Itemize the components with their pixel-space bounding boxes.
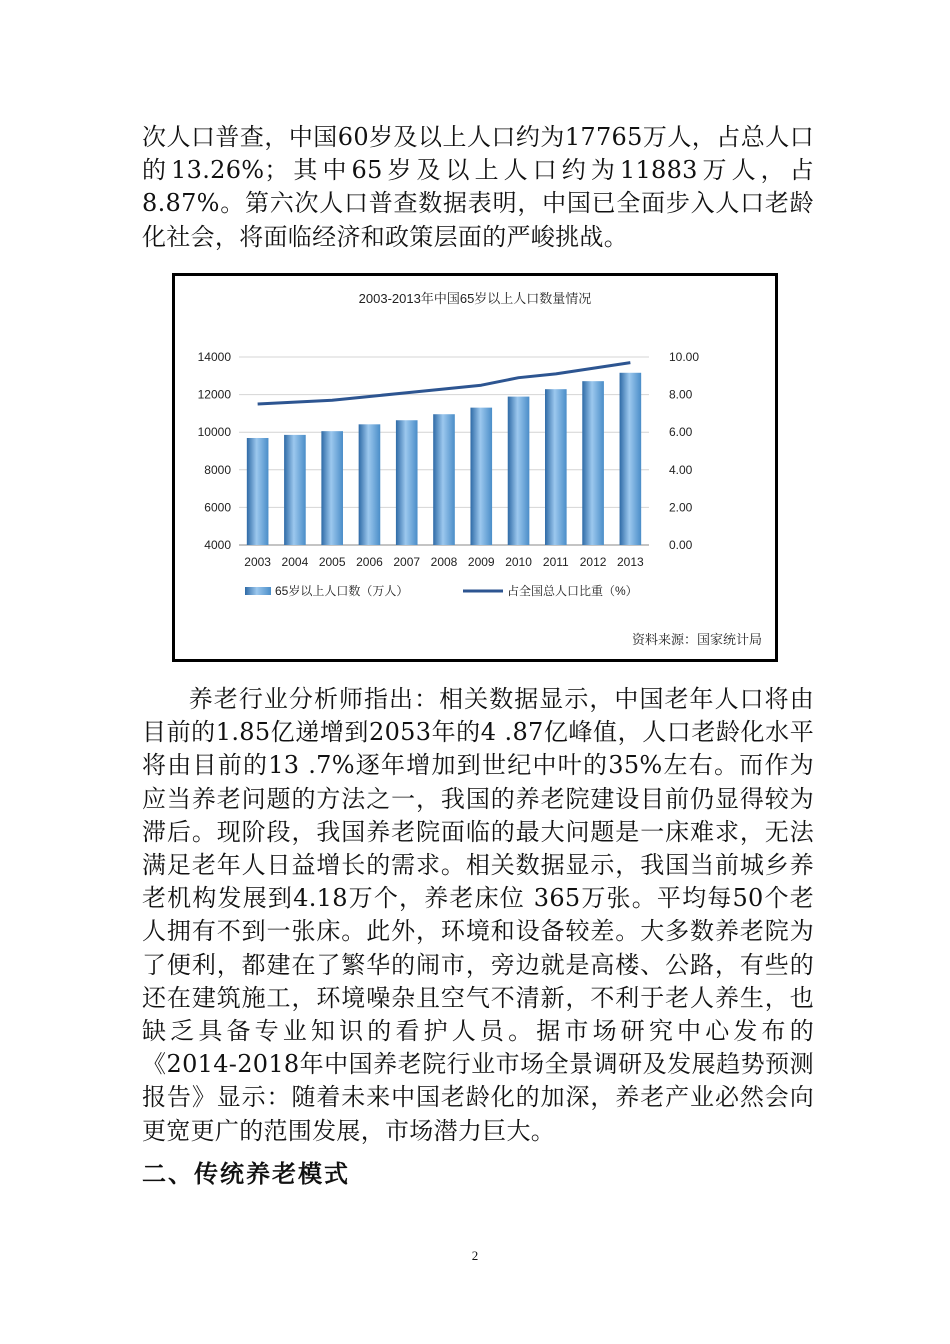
bar <box>321 431 343 545</box>
right-axis-tick-label: 10.00 <box>669 350 700 364</box>
section-heading: 二、传统养老模式 <box>142 1160 350 1188</box>
x-axis-tick-label: 2003 <box>244 555 271 569</box>
x-axis-tick-label: 2008 <box>430 555 458 569</box>
bar <box>470 408 492 545</box>
line-series <box>258 363 631 404</box>
legend-line-label: 占全国总人口比重（%） <box>507 584 638 598</box>
left-axis-tick-label: 4000 <box>204 538 231 552</box>
right-axis-tick-label: 2.00 <box>669 500 693 515</box>
left-axis-tick-label: 6000 <box>204 500 231 515</box>
left-axis-tick-label: 12000 <box>197 387 231 402</box>
bar <box>359 424 381 545</box>
x-axis-tick-label: 2012 <box>579 555 607 569</box>
bar <box>247 438 269 545</box>
left-axis-tick-label: 8000 <box>204 462 231 477</box>
left-axis-ticks <box>198 350 232 552</box>
right-axis-ticks <box>669 350 699 552</box>
right-axis-tick-label: 8.00 <box>669 387 693 402</box>
bar <box>508 397 530 545</box>
chart-legend <box>245 583 638 598</box>
x-axis-ticks <box>244 555 644 569</box>
right-axis-tick-label: 4.00 <box>669 462 693 477</box>
intro-paragraph: 次人口普查，中国60岁及以上人口约为17765万人，占总人口的13.26%；其中65岁及以上人口约为11883万人，占8.87%。第六次人口普查数据表明，中国已全面步入人口老龄化社会，将面临经济和政策层面的严峻挑战。 <box>142 123 814 251</box>
x-axis-tick-label: 2011 <box>542 555 569 569</box>
population-chart <box>175 276 775 659</box>
page-number: 2 <box>471 1248 479 1263</box>
x-axis-tick-label: 2010 <box>505 555 532 569</box>
x-axis-tick-label: 2005 <box>318 555 346 569</box>
left-axis-tick-label: 14000 <box>197 350 231 364</box>
x-axis-tick-label: 2006 <box>356 555 383 569</box>
right-axis-tick-label: 0.00 <box>669 538 693 552</box>
share-line <box>258 363 631 404</box>
x-axis-tick-label: 2004 <box>281 555 309 569</box>
chart-source: 资料来源：国家统计局 <box>631 632 762 647</box>
bar <box>284 435 306 545</box>
bar <box>545 389 567 545</box>
chart-figure <box>172 273 778 662</box>
x-axis-tick-label: 2009 <box>467 555 495 569</box>
bar <box>620 373 642 545</box>
x-axis-tick-label: 2007 <box>393 555 421 569</box>
analysis-paragraph: 养老行业分析师指出：相关数据显示，中国老年人口将由目前的1.85亿递增到2053年的4 .87亿峰值，人口老龄化水平将由目前的13 .7%逐年增加到世纪中叶的35%左右。而作为应当养老问题的方法之一，我国的养老院建设目前仍显得较为滞后。现阶段，我国养老院面临的最大问题是一床难求，无法满足老年人日益增长的需求。相关数据显示，我国当前城乡养老机构发展到4.18万个，养老床位 365万张。平均每50个老人拥有不到一张床。此外，环境和设备较差。大多数养老院为了便利，都建在了繁华的闹市，旁边就是高楼、公路，有些的还在建筑施工，环境噪杂且空气不清新，不利于老人养生，也缺乏具备专业知识的看护人员。据市场研究中心发布的《2014-2018年中国养老院行业市场全景调研及发展趋势预测报告》显示：随着未来中国老龄化的加深，养老产业必然会向更宽更广的范围发展，市场潜力巨大。 <box>142 685 814 1145</box>
right-axis-tick-label: 6.00 <box>669 425 693 440</box>
bar <box>582 381 604 545</box>
bar-series <box>247 373 641 545</box>
bar <box>433 414 455 545</box>
legend-bar-label: 65岁以上人口数（万人） <box>275 584 409 598</box>
chart-title: 2003-2013年中国65岁以上人口数量情况 <box>358 291 592 306</box>
legend-bar-swatch <box>245 587 271 595</box>
bar <box>396 420 418 545</box>
x-axis-tick-label: 2013 <box>617 555 644 569</box>
left-axis-tick-label: 10000 <box>197 425 231 440</box>
